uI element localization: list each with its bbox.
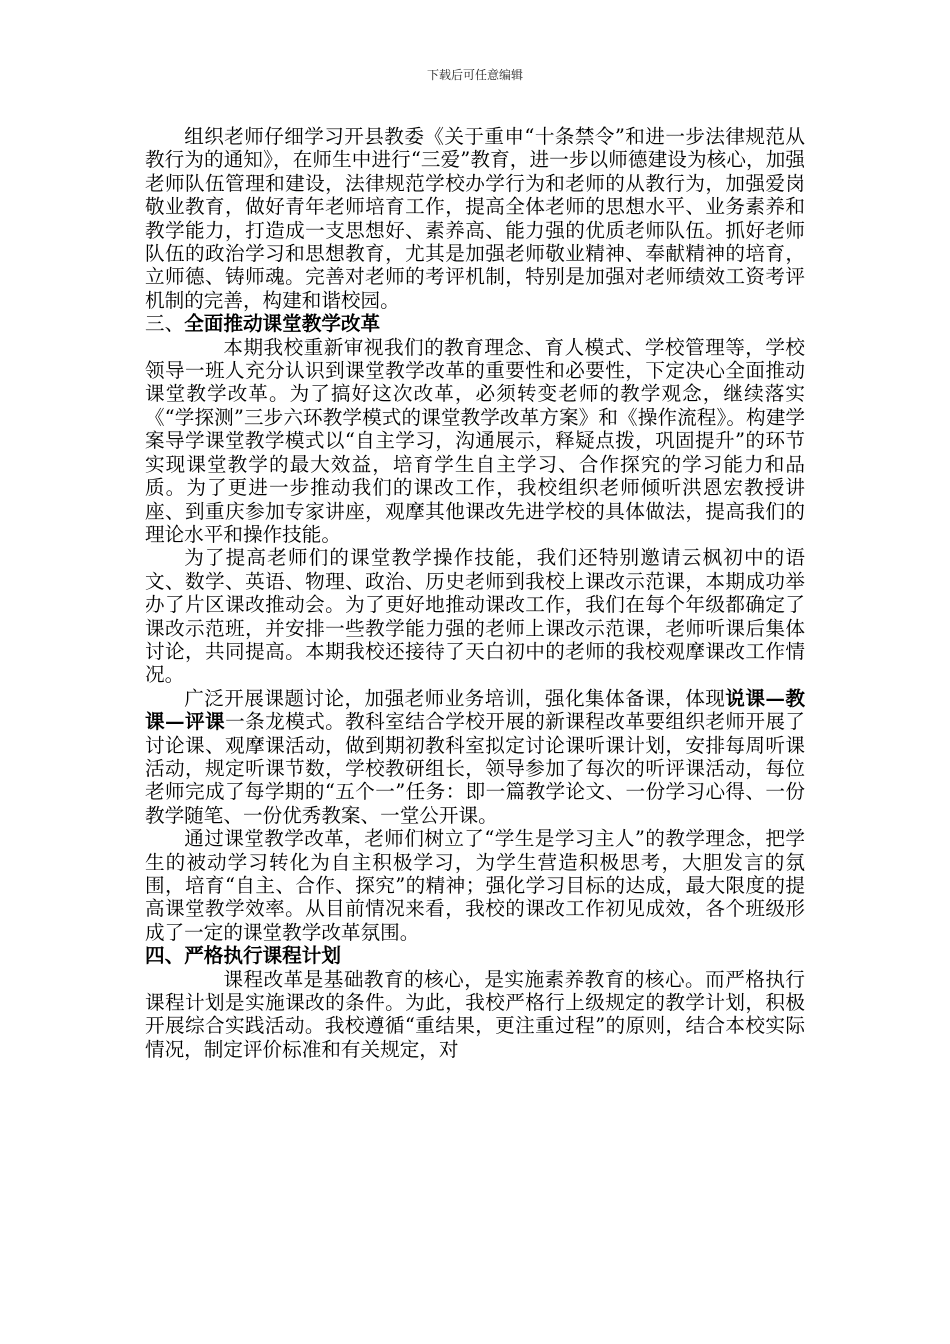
page-header: 下载后可任意编辑 — [426, 68, 523, 82]
document-body — [145, 125, 805, 1061]
paragraph-reform-results: 通过课堂教学改革，老师们树立了“学生是学习主人”的教学理念，把学生的被动学习转化为自主积极学习，为学生营造积极思考，大胆发言的氛围，培育“自主、合作、探究”的精神；强化学习目标的达成，最大限度的提高课堂教学效率。从目前情况来看，我校的课改工作初见成效，各个班级形成了一定的课堂教学改革氛围。 — [145, 827, 805, 944]
section-heading-4 — [145, 944, 805, 967]
bold-text-segment: 说课—教课—评课 — [145, 686, 806, 734]
paragraph-teacher-ethics: 组织老师仔细学习开县教委《关于重申“十条禁令”和进一步法律规范从教行为的通知》，在师生中进行“三爱”教育，进一步以师德建设为核心，加强老师队伍管理和建设，法律规范学校办学行为和老师的从教行为，加强爱岗敬业教育，做好青年老师培育工作，提高全体老师的思想水平、业务素养和教学能力，打造成一支思想好、素养高、能力强的优质老师队伍。抓好老师队伍的政治学习和思想教育，尤其是加强老师敬业精神、奉献精神的培育，立师德、铸师魂。完善对老师的考评机制，特别是加强对老师绩效工资考评机制的完善，构建和谐校园。 — [145, 125, 805, 312]
text-segment: 广泛开展课题讨论，加强老师业务培训，强化集体备课，体现 — [184, 686, 726, 710]
text-segment: 一条龙模式。教科室结合学校开展的新课程改革要组织老师开展了讨论课、观摩课活动，做到期初教科室拟定讨论课听课计划，安排每周听课活动，规定听课节数，学校教研组长，领导参加了每次的听评课活动，每位老师完成了每学期的“五个一”任务：即一篇教学论文、一份学习心得、一份教学随笔、一份优秀教案、一堂公开课。 — [145, 710, 806, 827]
paragraph-research-training — [145, 687, 805, 827]
paragraph-curriculum-plan: 课程改革是基础教育的核心，是实施素养教育的核心。而严格执行课程计划是实施课改的条件。为此，我校严格行上级规定的教学计划，积极开展综合实践活动。我校遵循“重结果，更注重过程”的原则，结合本校实际情况，制定评价标准和有关规定，对 — [145, 967, 805, 1061]
section-heading-3 — [145, 312, 805, 335]
paragraph-classroom-reform: 本期我校重新审视我们的教育理念、育人模式、学校管理等，学校领导一班人充分认识到课堂教学改革的重要性和必要性，下定决心全面推动课堂教学改革。为了搞好这次改革，必须转变老师的教学观念，继续落实《“学探测”三步六环教学模式的课堂教学改革方案》和《操作流程》。构建学案导学课堂教学模式以“自主学习，沟通展示，释疑点拨，巩固提升”的环节实现课堂教学的最大效益，培育学生自主学习、合作探究的学习能力和品质。为了更进一步推动我们的课改工作，我校组织老师倾听洪恩宏教授讲座、到重庆参加专家讲座，观摩其他课改先进学校的具体做法，提高我们的理论水平和操作技能。 — [145, 335, 805, 546]
section-title: 严格执行课程计划 — [184, 944, 341, 968]
section-number: 四、 — [145, 944, 185, 968]
paragraph-demo-lessons: 为了提高老师们的课堂教学操作技能，我们还特别邀请云枫初中的语文、数学、英语、物理、政治、历史老师到我校上课改示范课，本期成功举办了片区课改推动会。为了更好地推动课改工作，我们在每个年级都确定了课改示范班，并安排一些教学能力强的老师上课改示范课，老师听课后集体讨论，共同提高。本期我校还接待了天白初中的老师的我校观摩课改工作情况。 — [145, 546, 805, 687]
section-title: 全面推动课堂教学改革 — [184, 312, 381, 336]
section-number: 三、 — [145, 312, 185, 336]
